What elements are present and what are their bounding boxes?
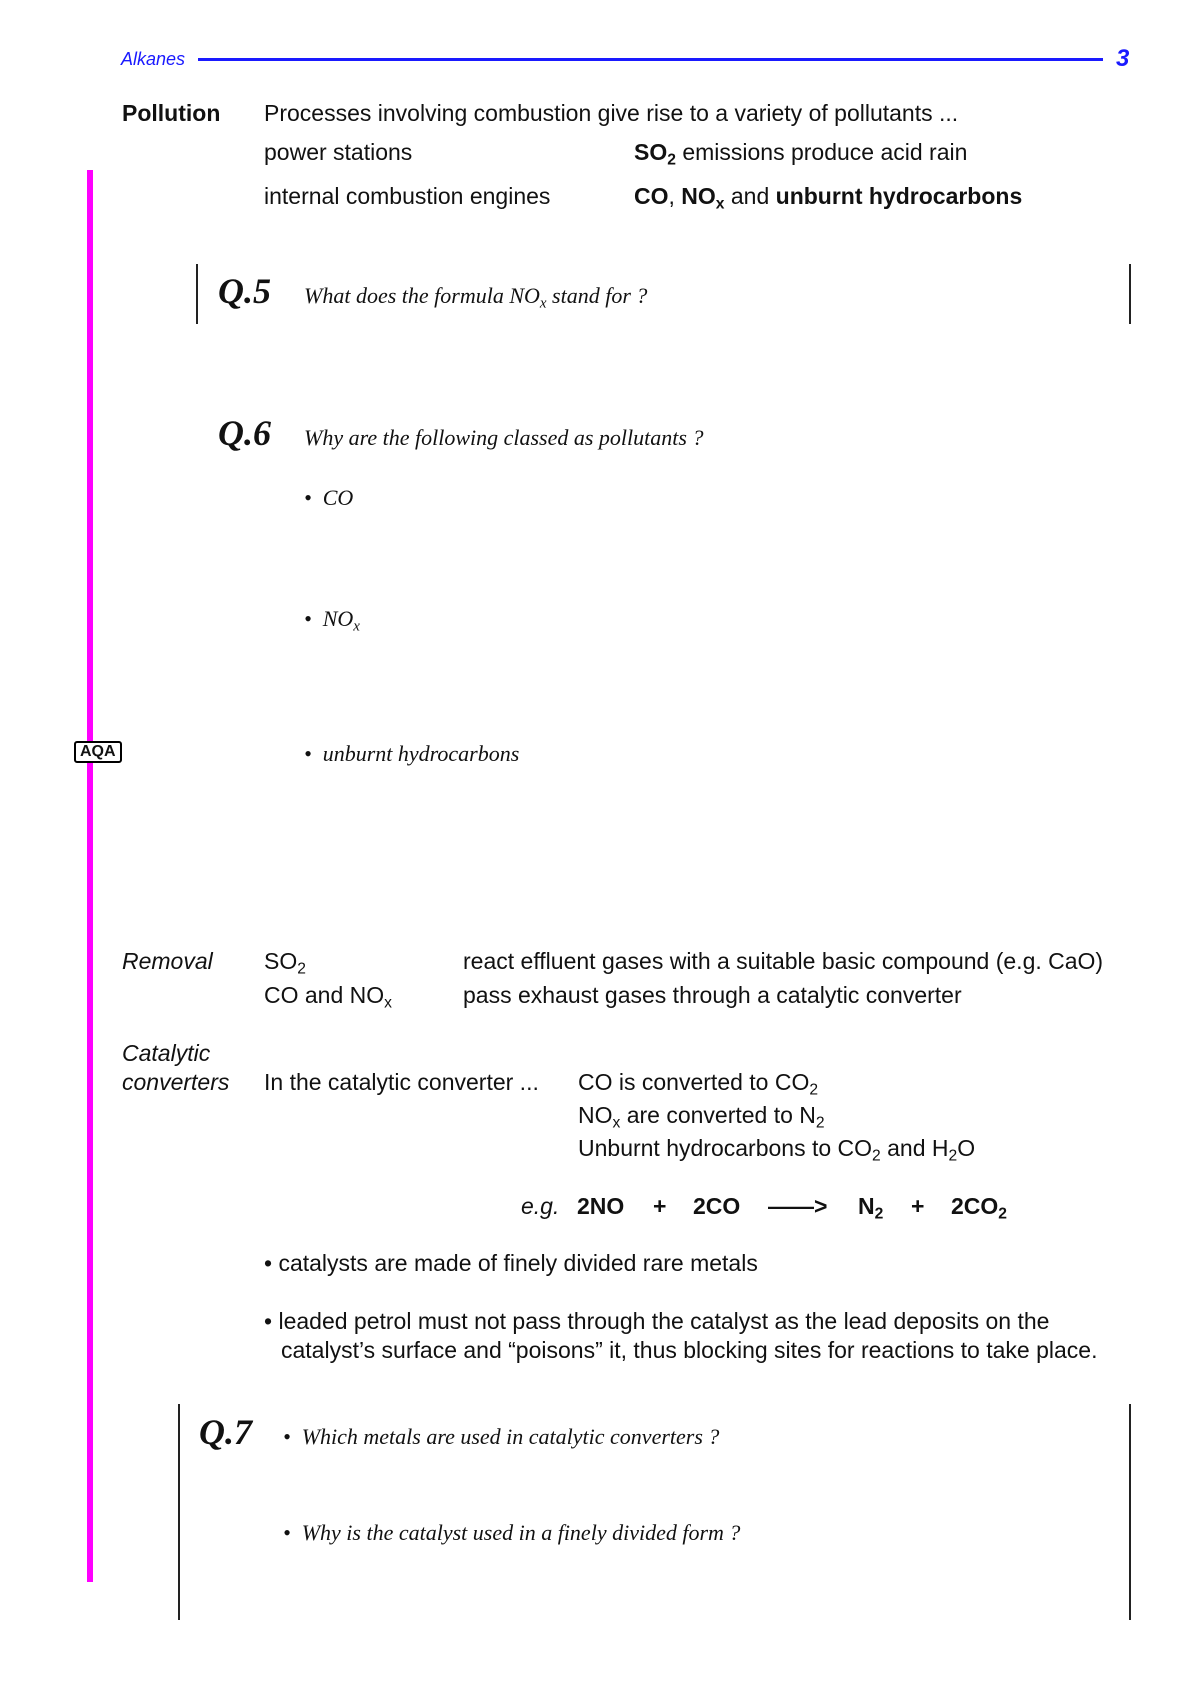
header-rule <box>198 58 1103 61</box>
note-leaded-petrol-1: • leaded petrol must not pass through the catalyst as the lead deposits on the <box>264 1308 1050 1334</box>
aqa-logo: AQA <box>74 741 122 763</box>
removal-so2-desc: react effluent gases with a suitable basic compound (e.g. CaO) <box>463 948 1104 974</box>
equation-product-co2: $2CO_2$ <box>951 1193 1007 1223</box>
catalytic-co: CO is converted to $CO_2$ <box>578 1069 819 1099</box>
q6-bullet-co: • CO <box>304 485 354 510</box>
q7-question-finely-divided: • Why is the catalyst used in a finely divided form ? <box>283 1520 741 1545</box>
equation-reactant-co: 2CO <box>693 1193 741 1219</box>
q5-number: Q.5 <box>218 271 271 311</box>
note-rare-metals: • catalysts are made of finely divided rare metals <box>264 1250 758 1276</box>
equation-reactant-no: 2NO <box>577 1193 625 1219</box>
effect-acid-rain: $SO_2$ emissions produce acid rain <box>634 139 968 169</box>
equation-product-n2: $N_2$ <box>858 1193 884 1223</box>
q7-left-rule <box>178 1404 180 1620</box>
margin-bar <box>87 170 93 1582</box>
q6-question: Why are the following classed as pollutants ? <box>304 425 704 450</box>
catalytic-label-2: converters <box>122 1069 230 1095</box>
q5-right-rule <box>1129 264 1131 324</box>
pollution-label: Pollution <box>122 100 221 126</box>
catalytic-intro: In the catalytic converter ... <box>264 1069 539 1095</box>
q7-right-rule <box>1129 1404 1131 1620</box>
catalytic-hydrocarbons: Unburnt hydrocarbons to $CO_2$ and $H_2O$ <box>578 1135 976 1165</box>
q7-question-metals: • Which metals are used in catalytic converters ? <box>283 1424 720 1449</box>
note-leaded-petrol-2: catalyst’s surface and “poisons” it, thus blocking sites for reactions to take place. <box>281 1337 1098 1363</box>
source-power-stations: power stations <box>264 139 413 165</box>
q7-number: Q.7 <box>199 1412 252 1452</box>
page-number: 3 <box>1116 45 1130 72</box>
removal-co-nox-desc: pass exhaust gases through a catalytic converter <box>463 982 962 1008</box>
equation-plus-1: + <box>653 1193 667 1219</box>
pollution-intro: Processes involving combustion give rise to a variety of pollutants ... <box>264 100 959 126</box>
q6-number: Q.6 <box>218 413 271 453</box>
removal-so2: $SO_2$ <box>264 948 306 978</box>
q6-bullet-hydrocarbons: • unburnt hydrocarbons <box>304 741 520 766</box>
header-title: Alkanes <box>121 49 186 69</box>
equation-plus-2: + <box>911 1193 925 1219</box>
equation-eg: e.g. <box>521 1193 560 1219</box>
catalytic-label-1: Catalytic <box>122 1040 211 1066</box>
equation-arrow: ——> <box>768 1193 828 1219</box>
removal-co-nox: CO and $NO_x$ <box>264 982 392 1012</box>
q5-left-rule <box>196 264 198 324</box>
source-combustion-engines: internal combustion engines <box>264 183 551 209</box>
catalytic-nox: $NO_x$ are converted to $N_2$ <box>578 1102 825 1132</box>
removal-label: Removal <box>122 948 213 974</box>
q6-bullet-nox: • $NO_x$ <box>304 606 360 635</box>
q5-question: What does the formula $NO_x$ stand for ? <box>304 283 648 312</box>
effect-engine-pollutants: CO, $NO_x$ and unburnt hydrocarbons <box>634 183 1023 213</box>
